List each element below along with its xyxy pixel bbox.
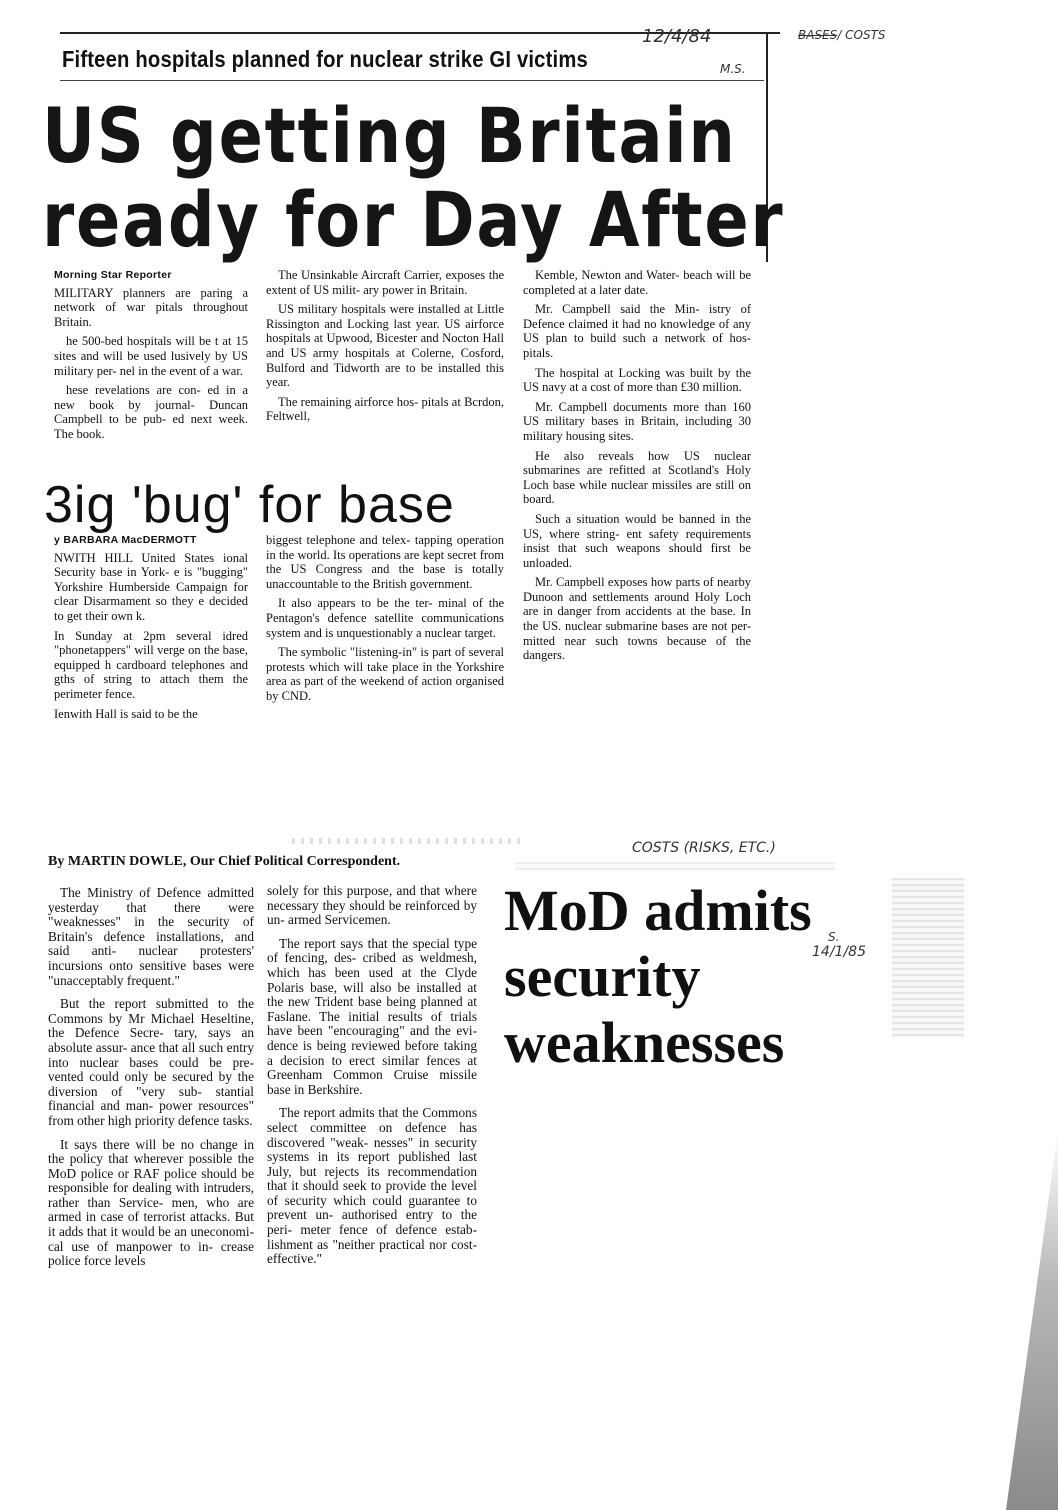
handwritten-initial: S. bbox=[828, 930, 840, 944]
bug-headline: 3ig 'bug' for base bbox=[44, 476, 455, 534]
main-headline-line2: ready for Day After bbox=[42, 175, 785, 264]
mod-article-column-1 bbox=[48, 886, 254, 1278]
mod-headline bbox=[504, 878, 812, 1076]
main-headline bbox=[42, 91, 785, 264]
paragraph: Mr. Campbell documents more than 160 US military bases in Britain, including 30 military housing sites. bbox=[523, 399, 751, 443]
paragraph: The remaining airforce hos- pitals at Bcrdon, Feltwell, bbox=[266, 394, 504, 424]
paragraph: US military hospitals were installed at Little Rissington and Locking last year. US airforce hospitals at Upwood, Bicester and Nocton Hall and US army hospitals at Colerne, Cosford, Bulford and Tidworth are to be installed this year. bbox=[266, 302, 504, 390]
category-tag: / COSTS bbox=[837, 28, 886, 42]
handwritten-category-tag bbox=[798, 28, 886, 42]
paragraph: The report says that the special type of fencing, des- cribed as weldmesh, which has been used at the Clyde Polaris base, will also be installed at the new Trident base being planned at Faslane. The initial results of trials have been "encouraging" and the evi- dence is being reviewed before taking a decision to erect similar fences at Greenham Common Cruise missile base in Berkshire. bbox=[267, 935, 477, 1097]
kicker-headline: Fifteen hospitals planned for nuclear strike GI victims bbox=[62, 46, 588, 72]
handwritten-date: 14/1/85 bbox=[812, 944, 866, 960]
handwritten-category-tag: COSTS (RISKS, ETC.) bbox=[632, 840, 776, 856]
paragraph: Mr. Campbell exposes how parts of nearby Dunoon and settlements around Holy Loch are in danger from accidents at the base. In the US. nuclear submarine bases are not per- mitted near such towns because of the dangers. bbox=[523, 575, 751, 663]
bug-article-column-2 bbox=[266, 533, 504, 709]
mod-headline-line2: security bbox=[504, 944, 701, 1009]
mod-article-column-2 bbox=[267, 884, 477, 1276]
paragraph: he 500-bed hospitals will be t at 15 sites and will be used lusively by US military per- nel in the event of a war. bbox=[54, 334, 248, 378]
paragraph: hese revelations are con- ed in a new book by journal- Duncan Campbell to be pub- ed next week. The book. bbox=[54, 383, 248, 441]
reporter-credit: Morning Star Reporter bbox=[54, 269, 172, 281]
scan-specks bbox=[292, 838, 522, 844]
handwritten-initials: M.S. bbox=[720, 62, 746, 76]
handwritten-date: 12/4/84 bbox=[642, 26, 712, 47]
struck-tag: BASES bbox=[798, 28, 838, 42]
paragraph: solely for this purpose, and that where necessary they should be reinforced by un- armed Servicemen. bbox=[267, 883, 477, 928]
bug-byline: y BARBARA MacDERMOTT bbox=[54, 534, 197, 546]
paragraph: It says there will be no change in the policy that wherever possible the MoD police or RAF police should be responsible for dealing with intruders, rather than Service- men, who are armed in case of terrorist attacks. But it adds that it would be an uneconomi- cal use of manpower to in- crease police force levels bbox=[48, 1136, 254, 1269]
paragraph: MILITARY planners are paring a network of war pitals throughout Britain. bbox=[54, 285, 248, 329]
paragraph: He also reveals how US nuclear submarines are refitted at Scotland's Holy Loch base while nuclear missiles are still on board. bbox=[523, 448, 751, 507]
paragraph: But the report submitted to the Commons by Mr Michael Heseltine, the Defence Secre- tary, says an absolute assur- ance that all such entry into nuclear bases could be pre- vented could only be secured by the diversion of "very sub- stantial financial and man- power resources" from other high priority defence tasks. bbox=[48, 996, 254, 1128]
mod-headline-line3: weaknesses bbox=[504, 1010, 785, 1075]
article-column-1 bbox=[54, 268, 248, 447]
paragraph: NWITH HILL United States ional Security base in York- e is "bugging" Yorkshire Humberside Campaign for clear Disarmament so they e decided to get their own k. bbox=[54, 550, 248, 623]
article-column-3 bbox=[523, 268, 751, 668]
paragraph: The Ministry of Defence admitted yesterday that there were "weaknesses" in the security of Britain's defence installations, and said anti- nuclear protesters' incursions onto sensitive bases were "unacceptably frequent." bbox=[48, 885, 254, 988]
paragraph: The hospital at Locking was built by the US navy at a cost of more than £30 million. bbox=[523, 365, 751, 395]
paragraph: Ienwith Hall is said to be the bbox=[54, 706, 198, 721]
paragraph: Mr. Campbell said the Min- istry of Defence claimed it had no knowledge of any US plan to build such a network of hos- pitals. bbox=[523, 302, 751, 360]
paragraph: In Sunday at 2pm several idred "phonetappers" will verge on the base, equipped h cardboard telephones and gths of string to attach them the perimeter fence. bbox=[54, 628, 248, 701]
scan-edge-shadow bbox=[1006, 1130, 1058, 1510]
kicker-rule bbox=[60, 80, 764, 81]
print-bleed-through bbox=[892, 878, 964, 1038]
mod-byline: By MARTIN DOWLE, Our Chief Political Correspondent. bbox=[48, 854, 401, 869]
article-column-2 bbox=[266, 268, 504, 429]
mod-headline-line1: MoD admits bbox=[504, 878, 812, 943]
paragraph: It also appears to be the ter- minal of the Pentagon's defence satellite communications system and is unquestionably a nuclear target. bbox=[266, 596, 504, 640]
paragraph: The symbolic "listening-in" is part of several protests which will take place in the Yorkshire area as part of the weekend of action organised by CND. bbox=[266, 645, 504, 703]
paragraph: The Unsinkable Aircraft Carrier, exposes the extent of US milit- ary power in Britain. bbox=[266, 268, 504, 297]
print-bleed-through bbox=[515, 862, 835, 872]
bug-article-column-1 bbox=[54, 533, 248, 726]
main-headline-line1: US getting Britain bbox=[42, 91, 737, 180]
paragraph: Kemble, Newton and Water- beach will be completed at a later date. bbox=[523, 268, 751, 297]
paragraph: Such a situation would be banned in the US, where string- ent safety requirements insist that such weapons should first be unloaded. bbox=[523, 511, 751, 570]
paragraph: The report admits that the Commons select committee on defence has discovered "weak- nesses" in security systems in its report published last July, but rejects its recommendation that it should seek to provide the level of security which could guarantee to prevent un- authorised entry to the peri- meter fence of defence estab- lishment as "neither practical nor cost-effective." bbox=[267, 1105, 477, 1267]
paragraph: biggest telephone and telex- tapping operation in the world. Its operations are kept secret from the US Congress and the base is totally unaccountable to the British government. bbox=[266, 533, 504, 591]
